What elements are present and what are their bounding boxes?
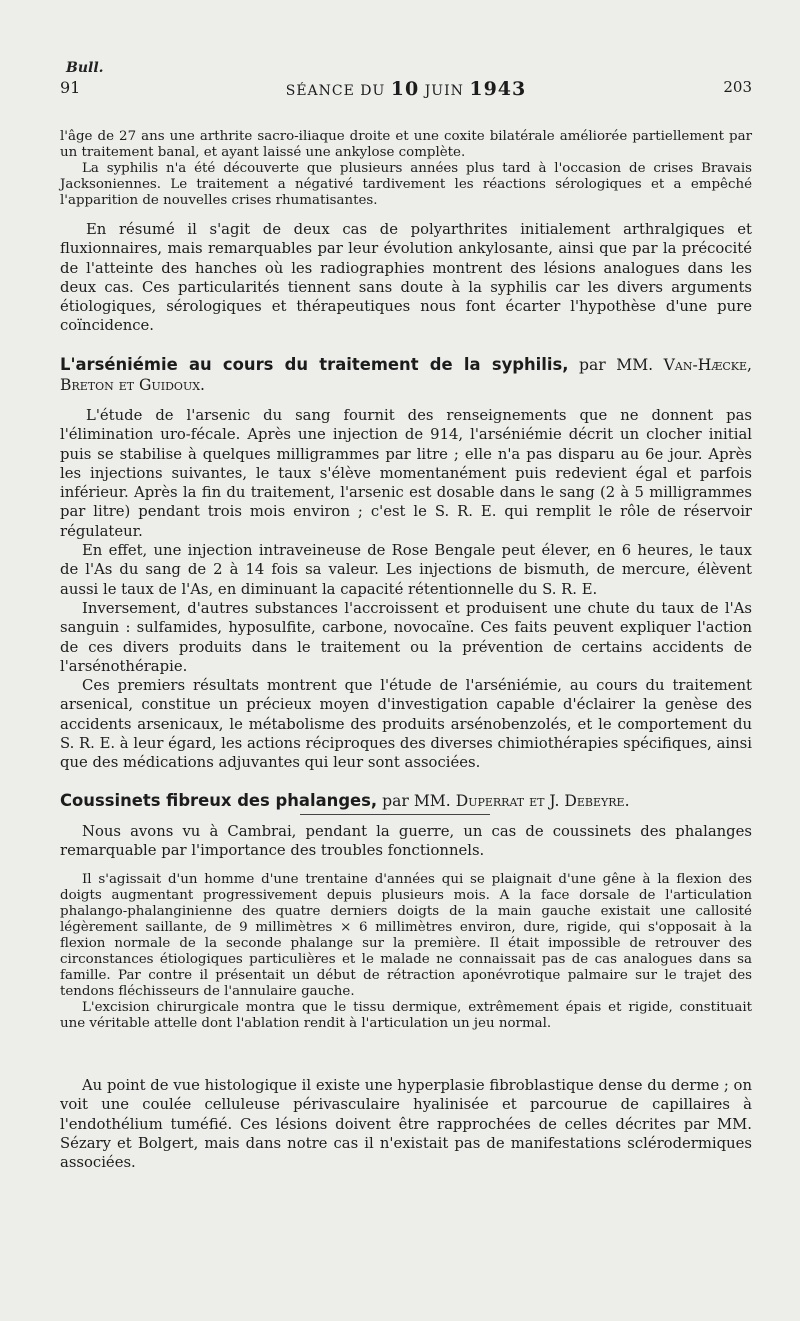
article-by: par MM. [382, 792, 451, 810]
continuation-paragraph: l'âge de 27 ans une arthrite sacro-iliaque droite et une coxite bilatérale améliorée partiellement par un traitement banal, et ayant laissé une ankylose complète. [60, 129, 752, 160]
previous-case-continuation [60, 129, 752, 209]
article-body [60, 406, 752, 773]
summary-paragraph: En résumé il s'agit de deux cas de polyarthrites initialement arthralgiques et fluxionnaires, mais remarquables par leur évolution ankylosante, ainsi que par la précocité de l'atteinte des hanches où les radiographies montrent des lésions analogues dans les deux cas. Ces particularités tiennent sans doute à la syphilis car les divers arguments étiologiques, sérologiques et thérapeutiques nous font écarter l'hypothèse d'une pure coïncidence. [60, 221, 752, 335]
article-by: par MM. [579, 356, 654, 374]
body-paragraph: L'étude de l'arsenic du sang fournit des renseignements que ne donnent pas l'élimination uro-fécale. Après une injection de 914, l'arséniémie décrit un clocher initial puis se stabilise à quelques milligrammes par litre ; elle n'a pas disparu au 6e jour. Après les injections suivantes, le taux s'élève momentanément puis redevient égal et parfois inférieur. Après la fin du traitement, l'arsenic est dosable dans le sang (2 à 5 milligrammes par litre) pendant trois mois environ ; c'est le S. R. E. qui remplit le rôle de réservoir régulateur. [60, 407, 752, 540]
article-heading [60, 355, 752, 395]
histology-paragraph: Au point de vue histologique il existe une hyperplasie fibroblastique dense du derme ; on voit une coulée celluleuse périvasculaire hyalinisée et parcourue de capillaires à l'endothélium tuméfié. Ces lésions doivent être rapprochées de celles décrites par MM. Sézary et Bolgert, mais dans notre cas il n'existait pas de manifestations sclérodermiques associées. [60, 1077, 752, 1172]
case-paragraph: Il s'agissait d'un homme d'une trentaine d'années qui se plaignait d'une gêne à la flexion des doigts augmentant progressivement depuis plusieurs mois. A la face dorsale de l'articulation phalango-phalanginienne des quatre derniers doigts de la main gauche existait une callosité légèrement saillante, de 9 millimètres × 6 millimètres environ, dure, rigide, qui s'opposait à la flexion normale de la seconde phalange sur la première. Il était impossible de retrouver des circonstances étiologiques particulières et le malade ne connaissait pas de cas analogues dans sa famille. Par contre il présentait un début de rétraction aponévrotique palmaire sur le trajet des tendons fléchisseurs de l'annulaire gauche. [60, 872, 752, 999]
journal-abbreviation: Bull. [66, 60, 104, 76]
case-paragraph: L'excision chirurgicale montra que le tissu dermique, extrêmement épais et rigide, constituait une véritable attelle dont l'ablation rendit à l'articulation un jeu normal. [60, 1000, 752, 1031]
section-rule [300, 814, 490, 815]
session-year: 1943 [469, 78, 527, 100]
volume-number: 91 [60, 78, 81, 97]
continuation-paragraph: La syphilis n'a été découverte que plusieurs années plus tard à l'occasion de crises Bravais Jacksoniennes. Le traitement a négativé tardivement les réactions sérologiques et a empêché l'apparition de nouvelles crises rhumatisantes. [60, 161, 752, 208]
body-paragraph: Ces premiers résultats montrent que l'étude de l'arséniémie, au cours du traitement arsenical, constitue un précieux moyen d'investigation capable d'éclairer la genèse des accidents arsenicaux, le métabolisme des produits arsénobenzolés, et le comportement du S. R. E. à leur égard, les actions réciproques des diverses chimiothérapies spécifiques, ainsi que des médications adjuvantes qui leur sont associées. [60, 677, 752, 772]
page-header [60, 78, 752, 100]
article-title: L'arséniémie au cours du traitement de la syphilis, [60, 355, 569, 374]
session-day: 10 [390, 78, 420, 100]
session-month: JUIN [424, 83, 464, 99]
article-heading [60, 791, 752, 811]
session-prefix: SÉANCE DU [285, 83, 386, 99]
article-authors: Van-Hæcke, Breton et Guidoux. [60, 356, 752, 394]
article-intro: Nous avons vu à Cambrai, pendant la guerre, un cas de coussinets des phalanges remarquable par l'importance des troubles fonctionnels. [60, 823, 752, 860]
article-title: Coussinets fibreux des phalanges, [60, 791, 378, 810]
session-title [60, 78, 752, 100]
article-authors: Duperrat et J. Debeyre. [455, 792, 630, 810]
body-paragraph: En effet, une injection intraveineuse de Rose Bengale peut élever, en 6 heures, le taux de l'As du sang de 2 à 14 fois sa valeur. Les injections de bismuth, de mercure, élèvent aussi le taux de l'As, en diminuant la capacité rétentionnelle du S. R. E. [60, 542, 752, 598]
body-paragraph: Inversement, d'autres substances l'accroissent et produisent une chute du taux de l'As sanguin : sulfamides, hyposulfite, carbone, novocaïne. Ces faits peuvent expliquer l'action de ces divers produits dans le traitement ou la prévention de certains accidents de l'arsénothérapie. [60, 599, 752, 675]
case-report [60, 872, 752, 1032]
page-number: 203 [723, 78, 752, 96]
